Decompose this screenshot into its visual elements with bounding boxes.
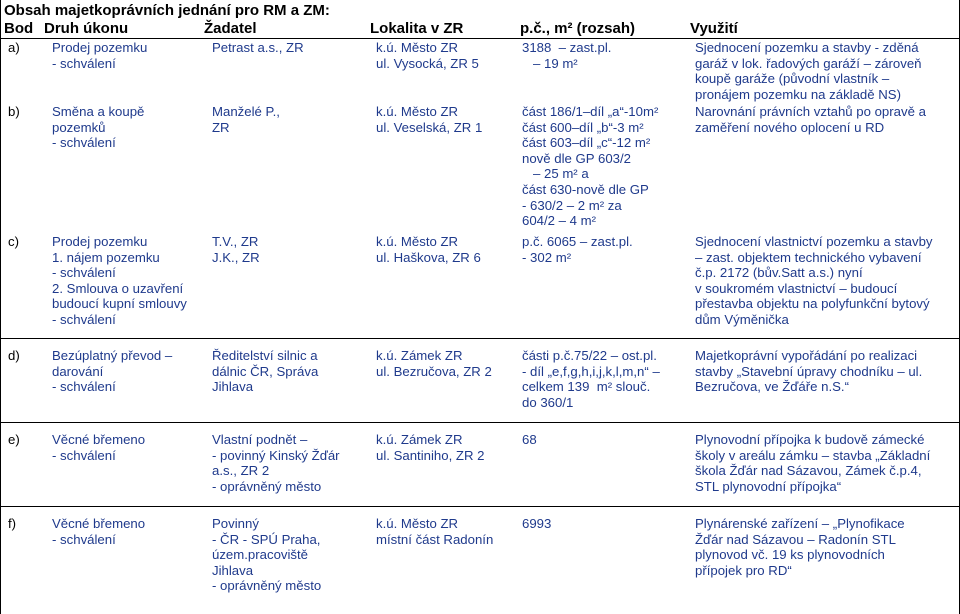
row-c-bod: c) <box>8 234 19 249</box>
header-lokalita: Lokalita v ZR <box>370 20 464 37</box>
header-zadatel: Žadatel <box>204 20 257 37</box>
header-divider <box>0 38 960 39</box>
row-f-bod: f) <box>8 516 17 531</box>
row-divider-d-e <box>0 422 960 423</box>
row-a-vyuziti: Sjednocení pozemku a stavby - zděná garáž v lok. řadových garáží – zároveň koupě garáže (původní vlastník – pronájem pozemku na základě NS) <box>695 40 922 102</box>
left-border <box>0 0 1 614</box>
row-d-druh: Bezúplatný převod – darování - schválení <box>52 348 173 395</box>
row-divider-c-d <box>0 338 960 339</box>
row-b-bod: b) <box>8 104 20 119</box>
row-e-zadatel: Vlastní podnět – - povinný Kinský Žďár a.s., ZR 2 - oprávněný město <box>212 432 340 494</box>
row-e-druh: Věcné břemeno - schválení <box>52 432 146 463</box>
row-b-vyuziti: Narovnání právních vztahů po opravě a zaměření nového oplocení u RD <box>695 104 926 135</box>
row-e-bod: e) <box>8 432 20 447</box>
row-c-lokalita: k.ú. Město ZR ul. Haškova, ZR 6 <box>376 234 481 265</box>
row-f-lokalita: k.ú. Město ZR místní část Radonín <box>376 516 494 547</box>
row-d-vyuziti: Majetkoprávní vypořádání po realizaci stavby „Stavební úpravy chodníku – ul. Bezručova, ve Žďáře n.S.“ <box>695 348 923 395</box>
row-a-zadatel: Petrast a.s., ZR <box>212 40 304 55</box>
row-a-lokalita: k.ú. Město ZR ul. Vysocká, ZR 5 <box>376 40 479 71</box>
row-a-pc: 3188 – zast.pl. – 19 m² <box>522 40 612 71</box>
header-pc: p.č., m² (rozsah) <box>520 20 636 37</box>
row-e-vyuziti: Plynovodní přípojka k budově zámecké školy v areálu zámku – stavba „Základní škola Žďár nad Sázavou, Zámek č.p.4, STL plynovodní přípojka“ <box>695 432 931 494</box>
row-f-vyuziti: Plynárenské zařízení – „Plynofikace Žďár nad Sázavou – Radonín STL plynovod vč. 19 ks plynovodních přípojek pro RD“ <box>695 516 905 578</box>
row-f-zadatel: Povinný - ČR - SPÚ Praha, územ.pracoviště Jihlava - oprávněný město <box>212 516 322 594</box>
document-title: Obsah majetkoprávních jednání pro RM a ZM: <box>4 2 330 19</box>
row-d-zadatel: Ředitelství silnic a dálnic ČR, Správa Jihlava <box>212 348 319 395</box>
row-divider-e-f <box>0 506 960 507</box>
row-c-zadatel: T.V., ZR J.K., ZR <box>212 234 260 265</box>
row-f-druh: Věcné břemeno - schválení <box>52 516 146 547</box>
row-f-pc: 6993 <box>522 516 552 531</box>
row-a-druh: Prodej pozemku - schválení <box>52 40 148 71</box>
row-b-druh: Směna a koupě pozemků - schválení <box>52 104 145 151</box>
row-d-lokalita: k.ú. Zámek ZR ul. Bezručova, ZR 2 <box>376 348 492 379</box>
row-b-pc: část 186/1–díl „a“-10m² část 600–díl „b“-3 m² část 603–díl „c“-12 m² nově dle GP 603/2 – 25 m² a část 630-nově dle GP - 630/2 – 2 m² za 604/2 – 4 m² <box>522 104 659 229</box>
row-e-pc: 68 <box>522 432 537 447</box>
row-a-bod: a) <box>8 40 20 55</box>
row-c-vyuziti: Sjednocení vlastnictví pozemku a stavby – zast. objektem technického vybavení č.p. 2172 (bův.Satt a.s.) nyní v soukromém vlastnictví – budoucí přestavba objektu na polyfunkční bytový dům Výměnička <box>695 234 933 327</box>
row-c-pc: p.č. 6065 – zast.pl. - 302 m² <box>522 234 633 265</box>
row-c-druh: Prodej pozemku 1. nájem pozemku - schválení 2. Smlouva o uzavření budoucí kupní smlouvy - schválení <box>52 234 187 327</box>
row-b-lokalita: k.ú. Město ZR ul. Veselská, ZR 1 <box>376 104 483 135</box>
header-bod: Bod <box>4 20 34 37</box>
row-d-bod: d) <box>8 348 20 363</box>
row-e-lokalita: k.ú. Zámek ZR ul. Santiniho, ZR 2 <box>376 432 485 463</box>
header-druh: Druh úkonu <box>44 20 129 37</box>
header-vyuziti: Využití <box>690 20 738 37</box>
row-d-pc: části p.č.75/22 – ost.pl. - díl „e,f,g,h,i,j,k,l,m,n“ – celkem 139 m² slouč. do 360/1 <box>522 348 660 410</box>
row-b-zadatel: Manželé P., ZR <box>212 104 280 135</box>
